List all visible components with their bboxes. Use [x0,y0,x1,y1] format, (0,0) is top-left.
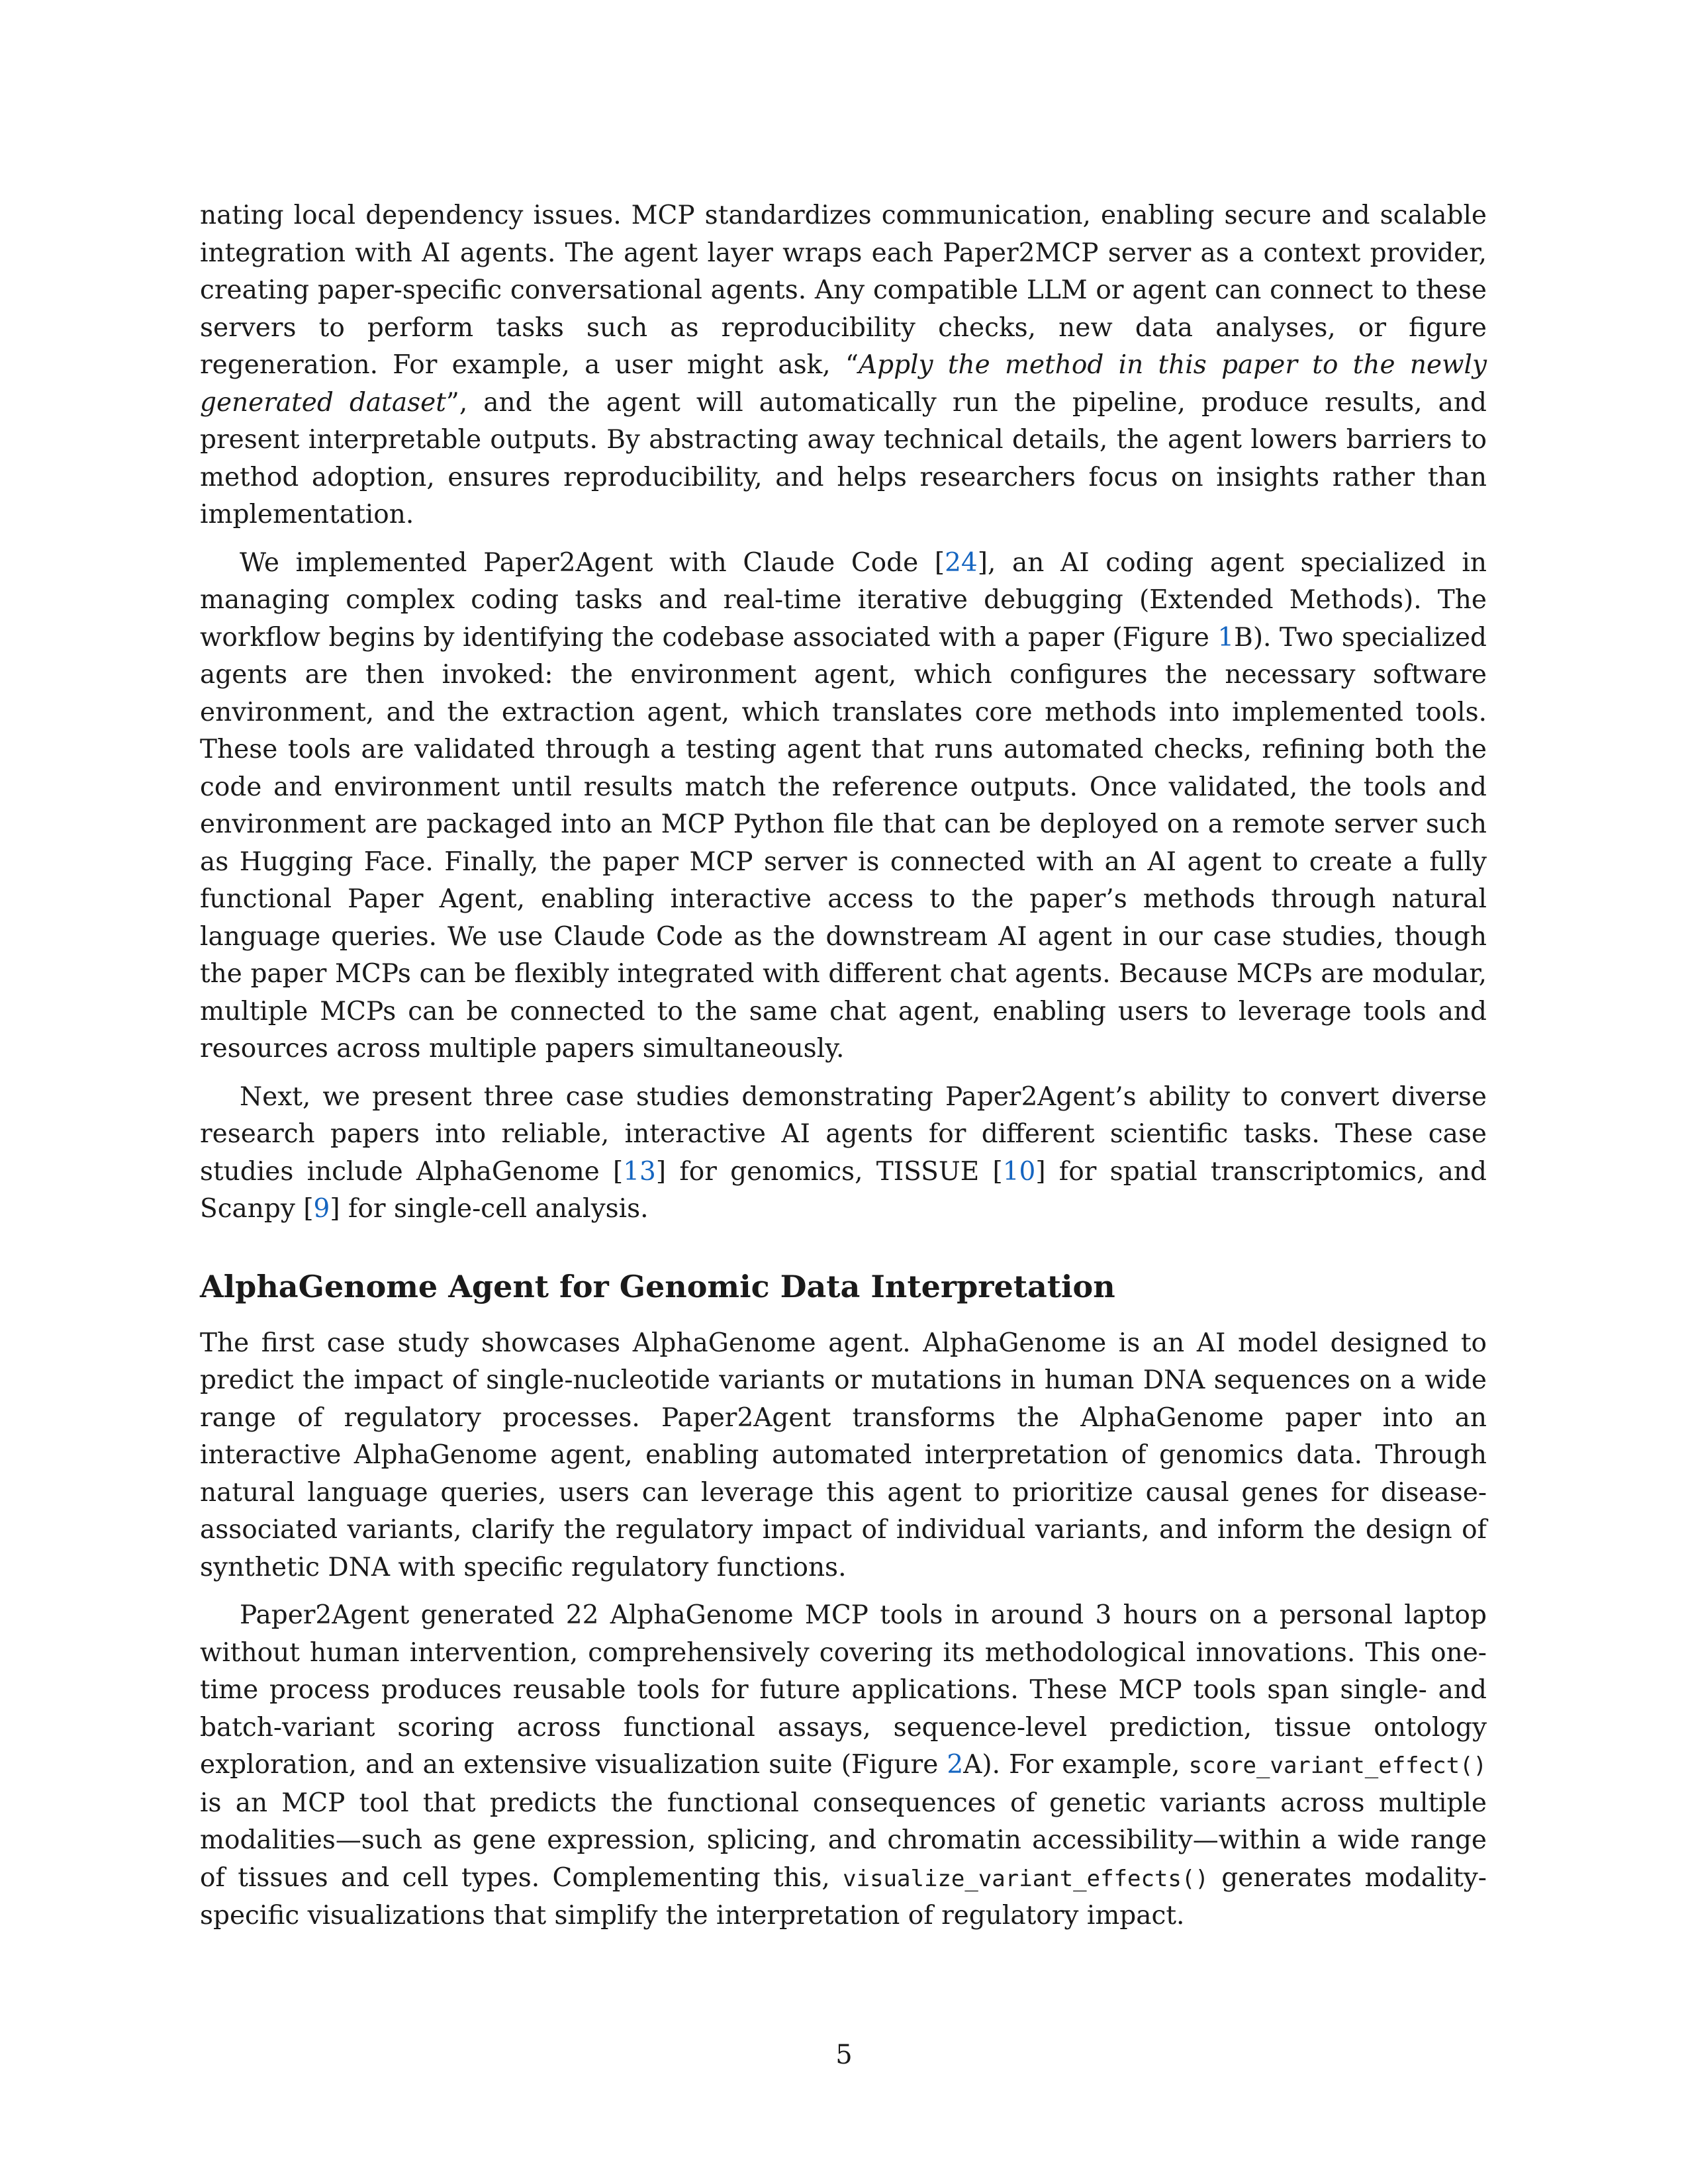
paragraph-alphagenome-tools: Paper2Agent generated 22 AlphaGenome MCP tools in around 3 hours on a personal laptop without human intervention, comprehensively covering its methodological innovations. This one-time process produces reusable tools for future applications. These MCP tools span single- and batch-variant scoring across functional assays, sequence-level prediction, tissue ontology exploration, and an extensive visualization suite (Figure 2A). For example, score_variant_effect() is an MCP tool that predicts the functional consequences of genetic variants across multiple modalities—such as gene expression, splicing, and chromatin accessibility—within a wide range of tissues and cell types. Complementing this, visualize_variant_effects() generates modality-specific visualizations that simplify the interpretation of regulatory impact. [200,1600,1487,1931]
paragraph-case-studies-intro: Next, we present three case studies demonstrating Paper2Agent’s ability to convert diverse research papers into reliable, interactive AI agents for different scientific tasks. These case studies include AlphaGenome [13] for genomics, TISSUE [10] for spatial transcriptomics, and Scanpy [9] for single-cell analysis. [200,1081,1487,1224]
paragraph-implementation: We implemented Paper2Agent with Claude Code [24], an AI coding agent specialized in managing complex coding tasks and real-time iterative debugging (Extended Methods). The workflow begins by identifying the codebase associated with a paper (Figure 1B). Two specialized agents are then invoked: the environment agent, which configures the necessary software environment, and the extraction agent, which translates core methods into implemented tools. These tools are validated through a testing agent that runs automated checks, refining both the code and environment until results match the reference outputs. Once validated, the tools and environment are packaged into an MCP Python file that can be deployed on a remote server such as Hugging Face. Finally, the paper MCP server is connected with an AI agent to create a fully functional Paper Agent, enabling interactive access to the paper’s methods through natural language queries. We use Claude Code as the downstream AI agent in our case studies, though the paper MCPs can be flexibly integrated with different chat agents. Because MCPs are modular, multiple MCPs can be connected to the same chat agent, enabling users to leverage tools and resources across multiple papers simultaneously. [200,547,1487,1064]
citation-link[interactable]: 24 [945,547,978,578]
figure-link[interactable]: 1 [1217,622,1235,653]
citation-link[interactable]: 10 [1002,1156,1036,1187]
citation-link[interactable]: 13 [623,1156,656,1187]
figure-link[interactable]: 2 [947,1750,964,1780]
code-score-variant-effect: score_variant_effect() [1188,1752,1487,1779]
section-heading: AlphaGenome Agent for Genomic Data Interpretation [200,1268,1115,1304]
citation-link[interactable]: 9 [313,1194,330,1224]
page-number: 5 [835,2040,853,2070]
example-query-quote: Apply the method in this paper to the newly generated dataset [200,350,1487,418]
page-body [200,197,1487,1946]
paragraph-continuation: nating local dependency issues. MCP standardizes communication, enabling secure and scalable integration with AI agents. The agent layer wraps each Paper2MCP server as a context provider, creating paper-specific conversational agents. Any compatible LLM or agent can connect to these servers to perform tasks such as reproducibility checks, new data analyses, or figure regeneration. For example, a user might ask, “Apply the method in this paper to the newly generated dataset”, and the agent will automatically run the pipeline, produce results, and present interpretable outputs. By abstracting away technical details, the agent lowers barriers to method adoption, ensures reproducibility, and helps researchers focus on insights rather than implementation. [200,201,1487,529]
paragraph-alphagenome-intro: The first case study showcases AlphaGenome agent. AlphaGenome is an AI model designed to predict the impact of single-nucleotide variants or mutations in human DNA sequences on a wide range of regulatory processes. Paper2Agent transforms the AlphaGenome paper into an interactive AlphaGenome agent, enabling automated interpretation of genomics data. Through natural language queries, users can leverage this agent to prioritize causal genes for disease-associated variants, clarify the regulatory impact of individual variants, and inform the design of synthetic DNA with specific regulatory functions. [200,1328,1487,1582]
code-visualize-variant-effects: visualize_variant_effects() [843,1865,1209,1892]
